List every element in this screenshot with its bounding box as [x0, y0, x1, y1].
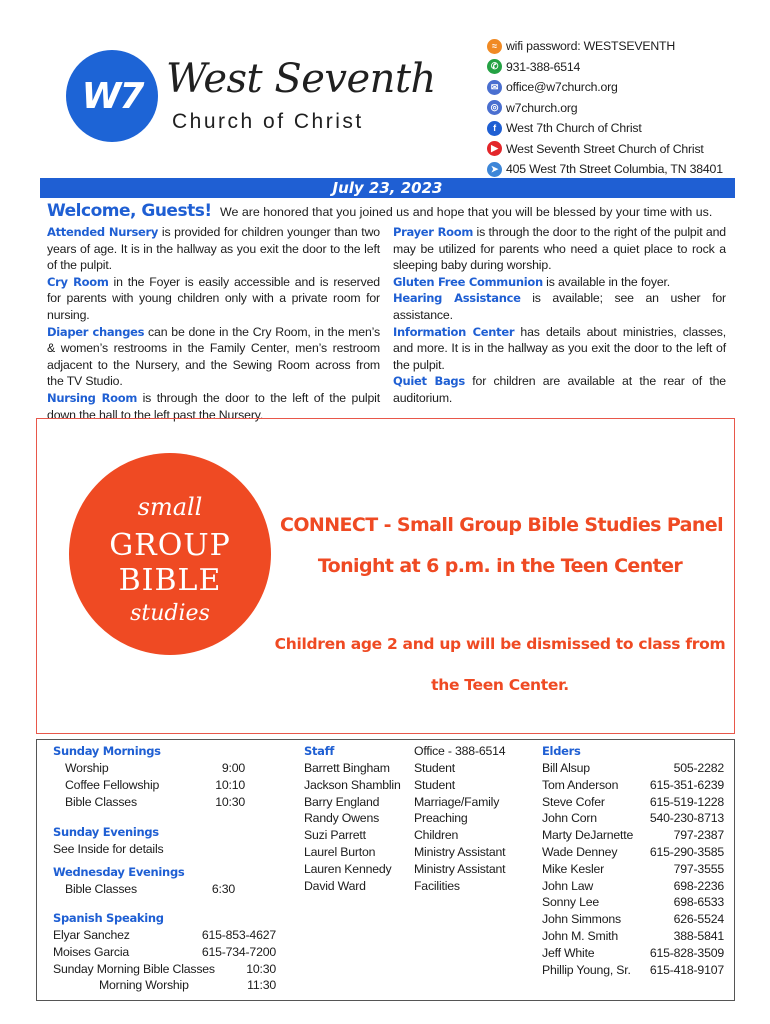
elder-phone: 797-2387 — [673, 828, 724, 843]
elder-name: John M. Smith — [542, 928, 618, 943]
elder-name: Marty DeJarnette — [542, 828, 634, 843]
guest-info-left — [47, 224, 380, 423]
staff-name: Barry England — [304, 794, 380, 809]
schedule-time: 9:00 — [221, 761, 245, 775]
elder-phone: 615-828-3509 — [649, 945, 724, 960]
schedule-time: 6:30 — [211, 882, 235, 897]
contact-youtube-link[interactable]: West Seventh Street Church of Christ — [506, 141, 704, 156]
schedule-time: 10:30 — [215, 794, 245, 809]
logo-word-studies: studies — [130, 601, 210, 626]
info-text: is through the door to the right of the pulpit and may be utilized for parents who need a quiet place to rock a sleeping baby during worship. — [393, 225, 726, 273]
elder-phone: 388-5841 — [673, 928, 724, 943]
logo-title: West Seventh — [166, 56, 436, 102]
info-text: is available in the foyer. — [542, 274, 671, 289]
contact-address-text: 405 West 7th Street Columbia, TN 38401 — [506, 162, 723, 177]
info-term: Attended Nursery — [47, 225, 159, 239]
schedule-time: 10:10 — [215, 777, 245, 792]
youtube-icon: ▶ — [487, 141, 502, 156]
connect-time-location: Tonight at 6 p.m. in the Teen Center — [317, 555, 683, 577]
staff-name: Laurel Burton — [304, 844, 376, 859]
staff-role: Preaching — [414, 811, 468, 826]
elder-name: John Simmons — [542, 912, 621, 927]
children-dismissal-line1: Children age 2 and up will be dismissed to class from — [274, 635, 726, 653]
sunday-evenings-note: See Inside for details — [53, 842, 164, 857]
staff-list — [304, 743, 529, 894]
elder-row — [542, 894, 724, 911]
spanish-service-time: 11:30 — [247, 978, 276, 993]
elder-phone: 505-2282 — [673, 761, 724, 775]
elder-name: Bill Alsup — [542, 761, 590, 775]
info-text: for children are available at the rear of the auditorium. — [393, 374, 726, 405]
elder-row — [542, 777, 724, 794]
spanish-row — [53, 961, 283, 978]
contact-phone — [487, 57, 767, 78]
facebook-icon: f — [487, 121, 502, 136]
info-text: has details about ministries, classes, and more. It is in the hallway as you exit the door to the left of the pulpit. — [393, 324, 726, 372]
wifi-icon: ≈ — [487, 39, 502, 54]
staff-row — [304, 794, 529, 811]
staff-row — [304, 861, 529, 878]
welcome-text: We are honored that you joined us and hope that you will be blessed by your time with us. — [220, 205, 713, 219]
schedule-row — [53, 881, 283, 898]
elder-phone: 797-3555 — [673, 861, 724, 876]
elder-row — [542, 760, 724, 777]
staff-role: Ministry Assistant — [414, 844, 506, 859]
elder-name: Tom Anderson — [542, 777, 619, 792]
elder-row — [542, 794, 724, 811]
info-term: Nursing Room — [47, 390, 138, 405]
staff-name: Barrett Bingham — [304, 761, 390, 775]
staff-row — [304, 878, 529, 895]
elder-name: Sonny Lee — [542, 895, 600, 910]
info-text: is through the door to the left of the pulpit down the hall to the left past the Nursery. — [47, 390, 381, 422]
info-text: is provided for children younger than two years of age. It is in the hallway as you exit the door to the left of the pulpit. — [47, 225, 380, 273]
elders-heading: Elders — [542, 744, 581, 758]
contact-email — [487, 77, 767, 98]
spanish-contact-name: Moises Garcia — [53, 944, 129, 959]
schedule-label: Bible Classes — [65, 794, 137, 809]
elder-phone: 626-5524 — [673, 912, 724, 927]
elder-name: Jeff White — [542, 945, 595, 960]
info-term: Diaper changes — [47, 324, 145, 339]
children-dismissal-line2: the Teen Center. — [431, 676, 569, 694]
contact-facebook — [487, 118, 767, 139]
elder-row — [542, 911, 724, 928]
staff-heading: Staff — [304, 744, 335, 758]
office-phone: Office - 388-6514 — [414, 744, 506, 758]
bulletin-date: July 23, 2023 — [332, 179, 443, 197]
staff-row — [304, 760, 529, 777]
staff-role: Student — [414, 777, 455, 792]
elder-name: Steve Cofer — [542, 794, 605, 809]
info-term: Quiet Bags — [393, 374, 465, 389]
staff-role: Children — [414, 828, 459, 843]
small-group-bible-studies-logo — [69, 453, 271, 655]
staff-row — [304, 777, 529, 794]
spanish-row — [53, 927, 283, 944]
schedule-label: Coffee Fellowship — [65, 777, 160, 792]
elder-row — [542, 861, 724, 878]
elder-phone: 615-290-3585 — [649, 844, 724, 859]
elder-phone: 698-6533 — [673, 895, 724, 910]
web-icon: ◎ — [487, 100, 502, 115]
staff-role: Student — [414, 761, 455, 775]
schedule-row — [53, 777, 283, 794]
spanish-service-time: 10:30 — [246, 961, 276, 976]
elder-phone: 615-418-9107 — [649, 962, 724, 977]
logo-word-small: small — [137, 493, 203, 521]
schedule-label: Worship — [65, 761, 109, 775]
elder-name: Wade Denney — [542, 844, 618, 859]
elder-name: John Law — [542, 878, 594, 893]
elder-row — [542, 878, 724, 895]
schedule-row — [53, 794, 283, 811]
staff-role: Ministry Assistant — [414, 861, 506, 876]
info-text: in the Foyer is easily accessible and is reserved for parents with young children only with a private room for nursing. — [47, 274, 380, 322]
spanish-service-label: Morning Worship — [99, 978, 189, 993]
spanish-service-label: Sunday Morning Bible Classes — [53, 961, 215, 976]
contact-facebook-link[interactable]: West 7th Church of Christ — [506, 121, 642, 136]
staff-role: Marriage/Family — [414, 794, 500, 809]
info-term: Hearing Assistance — [393, 291, 521, 306]
info-term: Prayer Room — [393, 225, 474, 239]
staff-row — [304, 844, 529, 861]
church-logo — [66, 50, 436, 140]
schedule-label: Bible Classes — [65, 882, 137, 897]
logo-word-bible: BIBLE — [118, 563, 222, 598]
elder-row — [542, 928, 724, 945]
elder-phone: 698-2236 — [673, 878, 724, 893]
contact-website-link[interactable]: w7church.org — [506, 100, 578, 115]
spanish-contact-phone: 615-853-4627 — [201, 927, 276, 942]
staff-name: Suzi Parrett — [304, 828, 366, 843]
contact-email-link[interactable]: office@w7church.org — [506, 80, 618, 95]
spanish-row — [53, 977, 283, 994]
contact-wifi-text: wifi password: WESTSEVENTH — [506, 39, 676, 54]
staff-role: Facilities — [414, 878, 460, 893]
whatsapp-icon: ✆ — [487, 59, 502, 74]
staff-row — [304, 827, 529, 844]
guest-info-right — [393, 224, 726, 407]
staff-name: David Ward — [304, 878, 366, 893]
elder-row — [542, 810, 724, 827]
date-banner — [40, 178, 735, 198]
staff-name: Jackson Shamblin — [304, 777, 401, 792]
contact-youtube — [487, 139, 767, 160]
elder-phone: 540-230-8713 — [649, 811, 724, 826]
staff-name: Randy Owens — [304, 811, 380, 826]
contact-info — [487, 36, 767, 180]
spanish-row — [53, 944, 283, 961]
info-term: Cry Room — [47, 274, 109, 289]
elder-row — [542, 827, 724, 844]
location-icon: ➤ — [487, 162, 502, 177]
elders-list — [542, 743, 724, 978]
logo-subtitle: Church of Christ — [172, 110, 364, 133]
elder-row — [542, 962, 724, 979]
welcome-heading: Welcome, Guests! — [47, 201, 212, 221]
schedule-row — [53, 760, 283, 777]
spanish-speaking-heading: Spanish Speaking — [53, 910, 164, 925]
elder-name: Mike Kesler — [542, 861, 605, 876]
w7-logo-mark: W7 — [66, 50, 158, 142]
info-text: is available; see an usher for assistance. — [393, 291, 726, 322]
email-icon: ✉ — [487, 80, 502, 95]
contact-address — [487, 159, 767, 180]
staff-row — [304, 810, 529, 827]
elder-name: Phillip Young, Sr. — [542, 962, 631, 977]
contact-phone-text[interactable]: 931-388-6514 — [506, 59, 581, 74]
wednesday-evenings-heading: Wednesday Evenings — [53, 865, 185, 880]
info-text: can be done in the Cry Room, in the men’s & women’s restrooms in the Family Center, men’s restroom adjacent to the Nursery, and the Sewing Room across from the TV Studio. — [47, 324, 380, 389]
staff-name: Lauren Kennedy — [304, 861, 392, 876]
worship-schedule — [53, 743, 283, 994]
spanish-contact-name: Elyar Sanchez — [53, 927, 130, 942]
elder-row — [542, 844, 724, 861]
info-term: Information Center — [393, 324, 515, 339]
elder-phone: 615-519-1228 — [649, 794, 724, 809]
logo-word-group: GROUP — [109, 528, 231, 563]
info-term: Gluten Free Communion — [393, 274, 543, 289]
connect-headline: CONNECT - Small Group Bible Studies Panel — [280, 514, 723, 536]
spanish-contact-phone: 615-734-7200 — [201, 944, 276, 959]
sunday-evenings-heading: Sunday Evenings — [53, 825, 159, 840]
elder-phone: 615-351-6239 — [649, 777, 724, 792]
welcome-line — [47, 201, 712, 221]
elder-name: John Corn — [542, 811, 597, 826]
contact-website — [487, 98, 767, 119]
sunday-mornings-heading: Sunday Mornings — [53, 744, 161, 758]
contact-wifi — [487, 36, 767, 57]
elder-row — [542, 945, 724, 962]
